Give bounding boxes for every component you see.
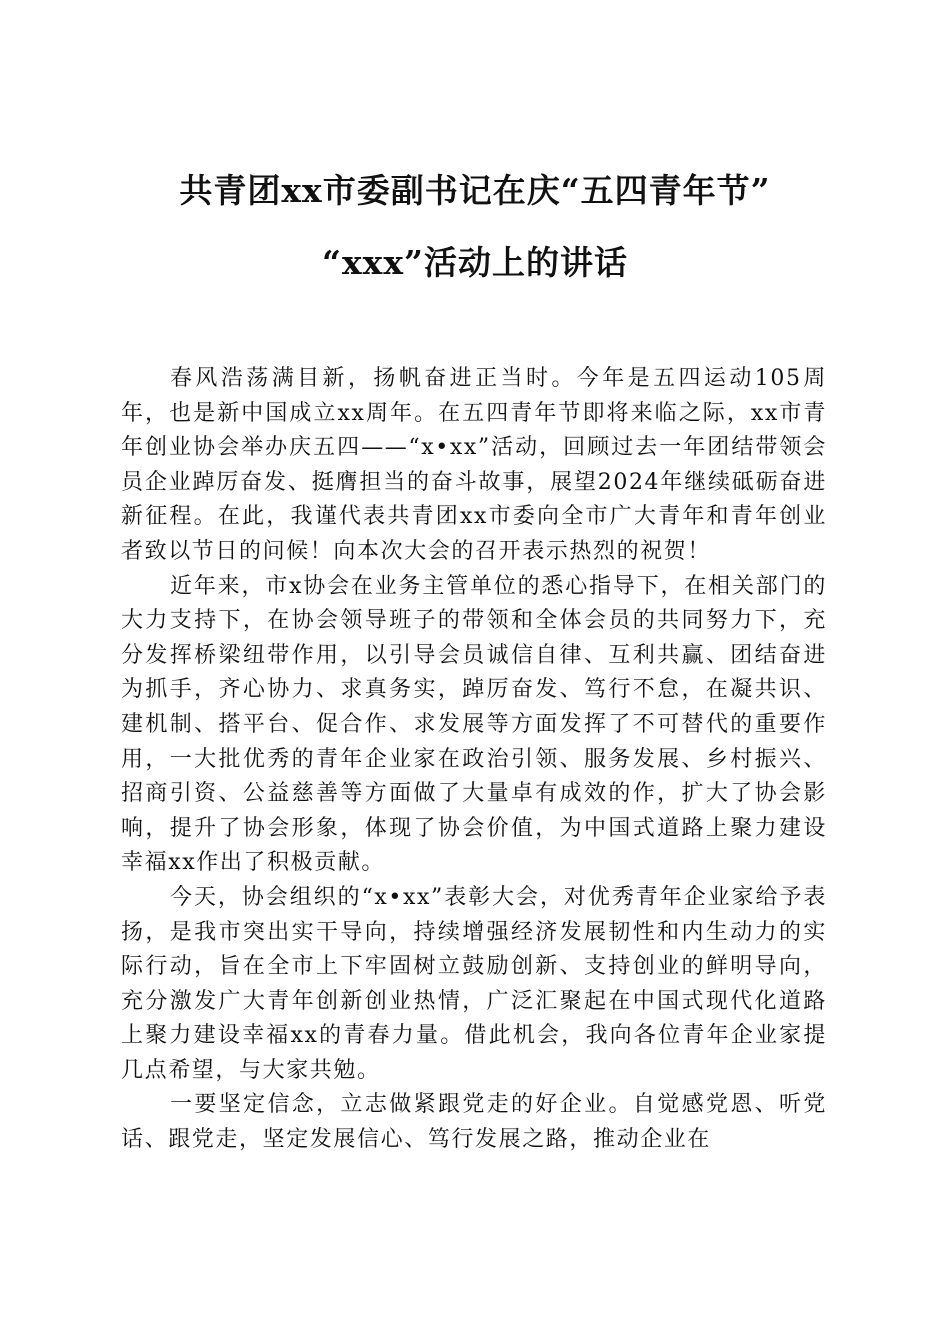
document-body bbox=[121, 362, 827, 1158]
paragraph-3: 今天，协会组织的“x•xx”表彰大会，对优秀青年企业家给予表扬，是我市突出实干导向，持续增强经济发展韧性和内生动力的实际行动，旨在全市上下牢固树立鼓励创新、支持创业的鲜明导向，充分激发广大青年创新创业热情，广泛汇聚起在中国式现代化道路上聚力建设幸福xx的青春力量。借此机会，我向各位青年企业家提几点希望，与大家共勉。 bbox=[121, 884, 827, 1083]
paragraph-4: 一要坚定信念，立志做紧跟党走的好企业。自觉感党恩、听党话、跟党走，坚定发展信心、笃行发展之路，推动企业在 bbox=[121, 1092, 827, 1153]
paragraph-1: 春风浩荡满目新，扬帆奋进正当时。今年是五四运动105周年，也是新中国成立xx周年。在五四青年节即将来临之际，xx市青年创业协会举办庆五四——“x•xx”活动，回顾过去一年团结带领会员企业踔厉奋发、挺膺担当的奋斗故事，展望2024年继续砥砺奋进新征程。在此，我谨代表共青团xx市委向全市广大青年和青年创业者致以节日的问候！向本次大会的召开表示热烈的祝贺！ bbox=[121, 366, 827, 564]
paragraph-2: 近年来，市x协会在业务主管单位的悉心指导下，在相关部门的大力支持下，在协会领导班子的带领和全体会员的共同努力下，充分发挥桥梁纽带作用，以引导会员诚信自律、互利共赢、团结奋进为抓手，齐心协力、求真务实，踔厉奋发、笃行不怠，在凝共识、建机制、搭平台、促合作、求发展等方面发挥了不可替代的重要作用，一大批优秀的青年企业家在政治引领、服务发展、乡村振兴、招商引资、公益慈善等方面做了大量卓有成效的作，扩大了协会影响，提升了协会形象，体现了协会价值，为中国式道路上聚力建设幸福xx作出了积极贡献。 bbox=[121, 573, 827, 876]
document-title-line-1: 共青团xx市委副书记在庆“五四青年节” bbox=[179, 171, 771, 210]
document-title-line-2: “xxx”活动上的讲话 bbox=[322, 243, 628, 282]
